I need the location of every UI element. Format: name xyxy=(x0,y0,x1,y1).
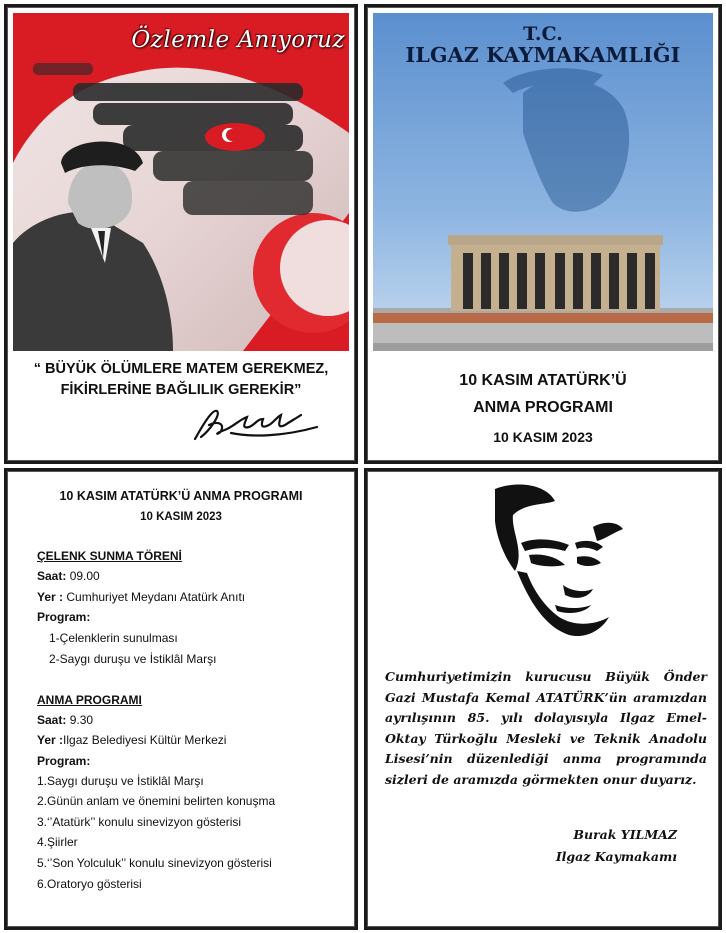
time-value: 9.30 xyxy=(69,713,94,727)
anitkabir-photo xyxy=(373,13,713,351)
commemoration-item: 2.Günün anlam ve önemini belirten konuşma xyxy=(37,794,276,808)
place-label: Yer : xyxy=(37,590,64,604)
place-label: Yer : xyxy=(37,733,64,747)
title-date: 10 KASIM 2023 xyxy=(493,429,593,445)
place-value: Cumhuriyet Meydanı Atatürk Anıtı xyxy=(66,590,246,604)
commemoration-item: 6.Oratoryo gösterisi xyxy=(37,877,142,891)
signer-title: Ilgaz Kaymakamı xyxy=(555,849,677,864)
commemoration-item: 3.‘’Atatürk’’ konulu sinevizyon gösterisi xyxy=(37,815,242,829)
quote-line-1: “ BÜYÜK ÖLÜMLERE MATEM GEREKMEZ, xyxy=(33,361,329,377)
ataturk-silhouette xyxy=(485,481,627,641)
program-heading: 10 KASIM ATATÜRK’Ü ANMA PROGRAMI xyxy=(59,489,303,503)
time-value: 09.00 xyxy=(69,569,100,583)
signer-name: Burak YILMAZ xyxy=(573,827,677,842)
cover-panel xyxy=(4,4,358,464)
commemoration-title: ANMA PROGRAMI xyxy=(37,693,142,707)
banner-text: Özlemle Anıyoruz xyxy=(131,27,345,53)
wreath-item: 2-Saygı duruşu ve İstiklâl Marşı xyxy=(49,652,217,666)
tc-label: T.C. xyxy=(523,23,563,45)
commemoration-item: 5.‘’Son Yolculuk’’ konulu sinevizyon gösterisi xyxy=(37,856,272,870)
title-line-2: ANMA PROGRAMI xyxy=(473,399,613,416)
commemoration-program-label: Program: xyxy=(37,754,91,768)
wreath-place xyxy=(37,590,245,604)
time-label: Saat: xyxy=(37,713,67,727)
wreath-title: ÇELENK SUNMA TÖRENİ xyxy=(37,549,182,563)
ataturk-signature xyxy=(191,401,321,447)
commemoration-item: 4.Şiirler xyxy=(37,835,78,849)
title-line-1: 10 KASIM ATATÜRK’Ü xyxy=(459,372,627,389)
collage-image xyxy=(13,13,349,351)
commemoration-item: 1.Saygı duruşu ve İstiklâl Marşı xyxy=(37,774,204,788)
time-label: Saat: xyxy=(37,569,67,583)
atatürk-photo-collage xyxy=(13,13,349,351)
commemoration-time xyxy=(37,713,93,727)
wreath-program-label: Program: xyxy=(37,610,91,624)
program-panel xyxy=(4,468,358,930)
place-value: Ilgaz Belediyesi Kültür Merkezi xyxy=(63,733,227,747)
commemoration-place xyxy=(37,733,226,747)
wreath-item: 1-Çelenklerin sunulması xyxy=(49,631,178,645)
invitation-text: Cumhuriyetimizin kurucusu Büyük Önder Gazi Mustafa Kemal ATATÜRK’ün aramızdan ayrılışının 85. yılı dolayısıyla Ilgaz Emel-Oktay Türkoğlu Mesleki ve Teknik Anadolu Lisesi’nin düzenlediği anma programında sizleri de aramızda görmekten onur duyarız. xyxy=(385,669,707,787)
quote xyxy=(7,359,355,401)
office-name: ILGAZ KAYMAKAMLIĞI xyxy=(405,43,681,67)
title-panel xyxy=(364,4,722,464)
wreath-time xyxy=(37,569,100,583)
quote-line-2: FİKİRLERİNE BAĞLILIK GEREKİR” xyxy=(60,382,302,398)
program-date: 10 KASIM 2023 xyxy=(140,511,222,523)
invitation-panel xyxy=(364,468,722,930)
